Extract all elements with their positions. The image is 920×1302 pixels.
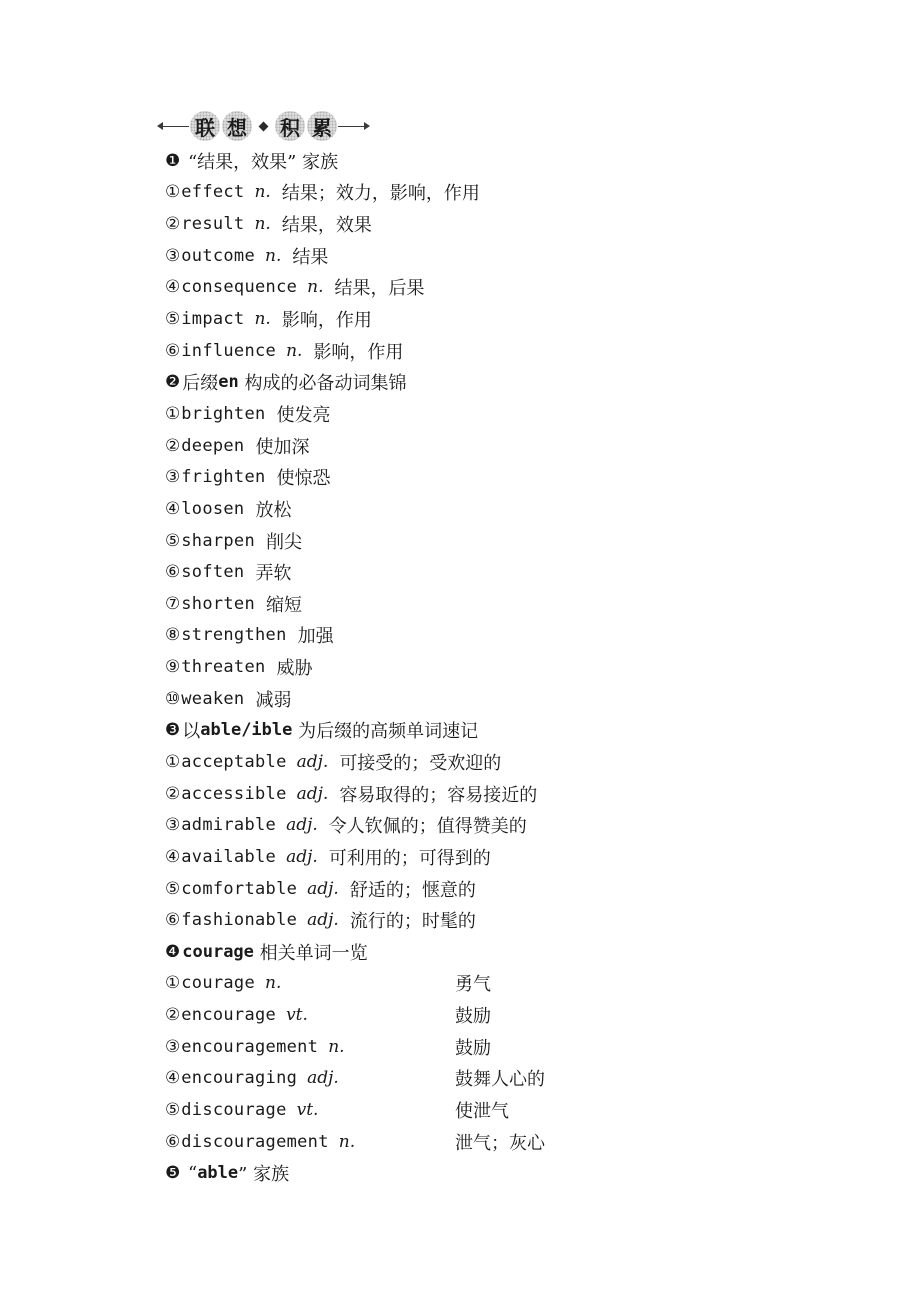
pos-label: adj. — [296, 783, 329, 804]
pos-label: n. — [286, 340, 303, 361]
item-number: ⑩ — [165, 688, 181, 709]
chinese-meaning: 使加深 — [255, 436, 310, 458]
item-number: ③ — [165, 245, 181, 266]
item-number: ⑥ — [165, 562, 181, 583]
section-title-part: ” 家族 — [238, 1164, 290, 1186]
section-title-part: “结果，效果” 家族 — [182, 151, 339, 173]
vocab-item — [165, 1126, 865, 1158]
vocab-item — [165, 968, 865, 1000]
vocab-word: fashionable — [181, 910, 298, 931]
vocab-word: impact — [181, 309, 245, 330]
vocab-word: soften — [181, 562, 245, 583]
item-number: ⑥ — [165, 910, 181, 931]
pos-label: n. — [254, 309, 271, 330]
item-number: ⑥ — [165, 340, 181, 361]
vocab-item — [165, 525, 865, 557]
item-number: ⑨ — [165, 657, 181, 678]
vocab-word: frighten — [181, 467, 266, 488]
item-number: ⑦ — [165, 593, 181, 614]
vocab-item — [165, 1031, 865, 1063]
section-header — [165, 145, 865, 177]
section-title-part: “ — [182, 1162, 198, 1184]
vocab-word: admirable — [181, 815, 277, 836]
item-number: ④ — [165, 1068, 181, 1089]
pos-label: n. — [265, 973, 282, 994]
item-number: ④ — [165, 846, 181, 867]
vocab-word: encourage — [181, 1005, 277, 1026]
vocab-item — [165, 208, 865, 240]
vocab-word: courage — [181, 973, 255, 994]
vocab-item — [165, 303, 865, 335]
section-title-part: 以 — [182, 721, 201, 743]
pos-label: adj. — [296, 751, 329, 772]
vocab-item — [165, 588, 865, 620]
section-marker: ❺ — [165, 1163, 181, 1184]
badge-left-arrow-line — [159, 126, 189, 127]
vocab-item — [165, 873, 865, 905]
vocab-word: influence — [181, 340, 277, 361]
pos-label: adj. — [307, 878, 339, 899]
vocab-item — [165, 841, 865, 873]
badge-separator-dot-icon — [259, 121, 269, 131]
section-header — [165, 715, 865, 747]
vocab-word: brighten — [181, 403, 266, 424]
vocab-item — [165, 335, 865, 367]
item-number: ③ — [165, 467, 181, 488]
item-number: ⑧ — [165, 625, 181, 646]
chinese-meaning: 削尖 — [266, 531, 302, 553]
badge-right-arrow-line — [338, 126, 368, 127]
chinese-meaning: 结果，效果 — [281, 215, 372, 237]
chinese-meaning: 结果 — [292, 246, 329, 268]
vocab-item — [165, 240, 865, 272]
item-number: ① — [165, 182, 181, 203]
vocab-item — [165, 778, 865, 810]
item-number: ⑤ — [165, 878, 181, 899]
vocab-word: loosen — [181, 498, 245, 519]
vocab-word: result — [181, 214, 245, 235]
vocab-word: discourage — [181, 1100, 287, 1121]
chinese-meaning: 影响，作用 — [313, 341, 404, 363]
section-marker: ❹ — [165, 941, 181, 962]
pos-label: n. — [328, 1036, 345, 1057]
pos-label: n. — [307, 277, 324, 298]
vocab-item — [165, 272, 865, 304]
item-number: ② — [165, 783, 181, 804]
vocab-item — [165, 398, 865, 430]
vocab-word: encouragement — [181, 1036, 319, 1057]
vocab-item — [165, 430, 865, 462]
badge-char-circle: 累 — [307, 111, 337, 141]
section-title-part: 后缀 — [182, 373, 219, 395]
item-number: ③ — [165, 1036, 181, 1057]
section-title-part: 为后缀的高频单词速记 — [292, 721, 479, 743]
section-marker: ❸ — [165, 720, 181, 741]
vocab-word: threaten — [181, 657, 266, 678]
vocab-word: sharpen — [181, 530, 255, 551]
chinese-meaning: 鼓舞人心的 — [455, 1069, 545, 1091]
vocab-item — [165, 461, 865, 493]
chinese-meaning: 使泄气 — [455, 1101, 509, 1123]
item-number: ④ — [165, 277, 181, 298]
vocab-item — [165, 556, 865, 588]
chinese-meaning: 可利用的；可得到的 — [328, 847, 491, 869]
vocab-word: accessible — [181, 783, 287, 804]
vocab-item — [165, 1063, 865, 1095]
pos-label: adj. — [307, 1068, 339, 1089]
chinese-meaning: 泄气；灰心 — [455, 1132, 545, 1154]
item-number: ② — [165, 435, 181, 456]
vocab-word: encouraging — [181, 1068, 298, 1089]
chinese-meaning: 舒适的；惬意的 — [349, 879, 476, 901]
vocab-word: deepen — [181, 435, 245, 456]
chinese-meaning: 缩短 — [266, 594, 302, 616]
document-page — [165, 108, 865, 1189]
section-title-part: 相关单词一览 — [253, 942, 368, 964]
vocab-word: consequence — [181, 277, 298, 298]
badge-char-circle: 想 — [222, 111, 252, 141]
vocab-word: outcome — [181, 245, 255, 266]
section-marker: ❶ — [165, 150, 181, 171]
badge-char-circle: 联 — [190, 111, 220, 141]
section-header — [165, 366, 865, 398]
pos-label: n. — [265, 245, 282, 266]
section-header — [165, 1158, 865, 1190]
vocab-word: comfortable — [181, 878, 298, 899]
pos-label: vt. — [286, 1005, 308, 1026]
vocab-word: acceptable — [181, 751, 287, 772]
item-number: ⑤ — [165, 1100, 181, 1121]
item-number: ① — [165, 973, 181, 994]
item-number: ② — [165, 1005, 181, 1026]
vocab-item — [165, 620, 865, 652]
pos-label: vt. — [296, 1100, 319, 1121]
pos-label: adj. — [307, 910, 339, 931]
vocab-item — [165, 904, 865, 936]
item-number: ③ — [165, 815, 181, 836]
item-number: ④ — [165, 498, 181, 519]
chinese-meaning: 减弱 — [255, 689, 292, 711]
chinese-meaning: 容易取得的；容易接近的 — [339, 784, 538, 806]
vocab-word: weaken — [181, 688, 245, 709]
item-number: ① — [165, 751, 181, 772]
section-title-part: able/ible — [200, 720, 293, 741]
item-number: ⑤ — [165, 309, 181, 330]
vocab-word: discouragement — [181, 1131, 329, 1152]
pos-label: n. — [338, 1131, 356, 1152]
vocab-word: effect — [181, 182, 245, 203]
chinese-meaning: 使发亮 — [276, 404, 331, 426]
item-number: ① — [165, 403, 181, 424]
section-header — [165, 936, 865, 968]
chinese-meaning: 威胁 — [276, 658, 313, 680]
chinese-meaning: 鼓励 — [455, 1037, 491, 1059]
chinese-meaning: 使惊恐 — [276, 468, 331, 490]
vocab-content — [165, 145, 865, 1189]
chinese-meaning: 结果，后果 — [334, 278, 425, 300]
chinese-meaning: 影响，作用 — [281, 310, 372, 332]
vocab-word: shorten — [181, 593, 255, 614]
vocab-item — [165, 493, 865, 525]
vocab-item — [165, 651, 865, 683]
vocab-word: available — [181, 846, 277, 867]
pos-label: adj. — [286, 815, 318, 836]
chinese-meaning: 结果；效力，影响，作用 — [281, 183, 480, 205]
item-number: ⑥ — [165, 1131, 181, 1152]
vocab-item — [165, 809, 865, 841]
vocab-item — [165, 999, 865, 1031]
section-title-part: able — [197, 1163, 239, 1184]
pos-label: n. — [254, 182, 271, 203]
chinese-meaning: 可接受的；受欢迎的 — [339, 752, 502, 774]
vocab-item — [165, 177, 865, 209]
vocab-word: strengthen — [181, 625, 287, 646]
item-number: ② — [165, 214, 181, 235]
vocab-item — [165, 746, 865, 778]
item-number: ⑤ — [165, 530, 181, 551]
section-marker: ❷ — [165, 372, 181, 393]
vocab-item — [165, 683, 865, 715]
pos-label: n. — [254, 214, 271, 235]
chinese-meaning: 勇气 — [455, 974, 491, 996]
chinese-meaning: 加强 — [297, 626, 334, 648]
pos-label: adj. — [286, 846, 318, 867]
chinese-meaning: 令人钦佩的；值得赞美的 — [328, 816, 527, 838]
chinese-meaning: 流行的；时髦的 — [349, 911, 476, 933]
section-title-part: 构成的必备动词集锦 — [238, 373, 407, 395]
chinese-meaning: 鼓励 — [455, 1006, 491, 1028]
chinese-meaning: 弄软 — [255, 563, 292, 585]
vocab-item — [165, 1094, 865, 1126]
chinese-meaning: 放松 — [255, 499, 292, 521]
section-title-part: en — [218, 372, 239, 393]
header-badge — [159, 108, 865, 144]
badge-char-circle: 积 — [275, 111, 305, 141]
section-title-part: courage — [182, 941, 254, 962]
